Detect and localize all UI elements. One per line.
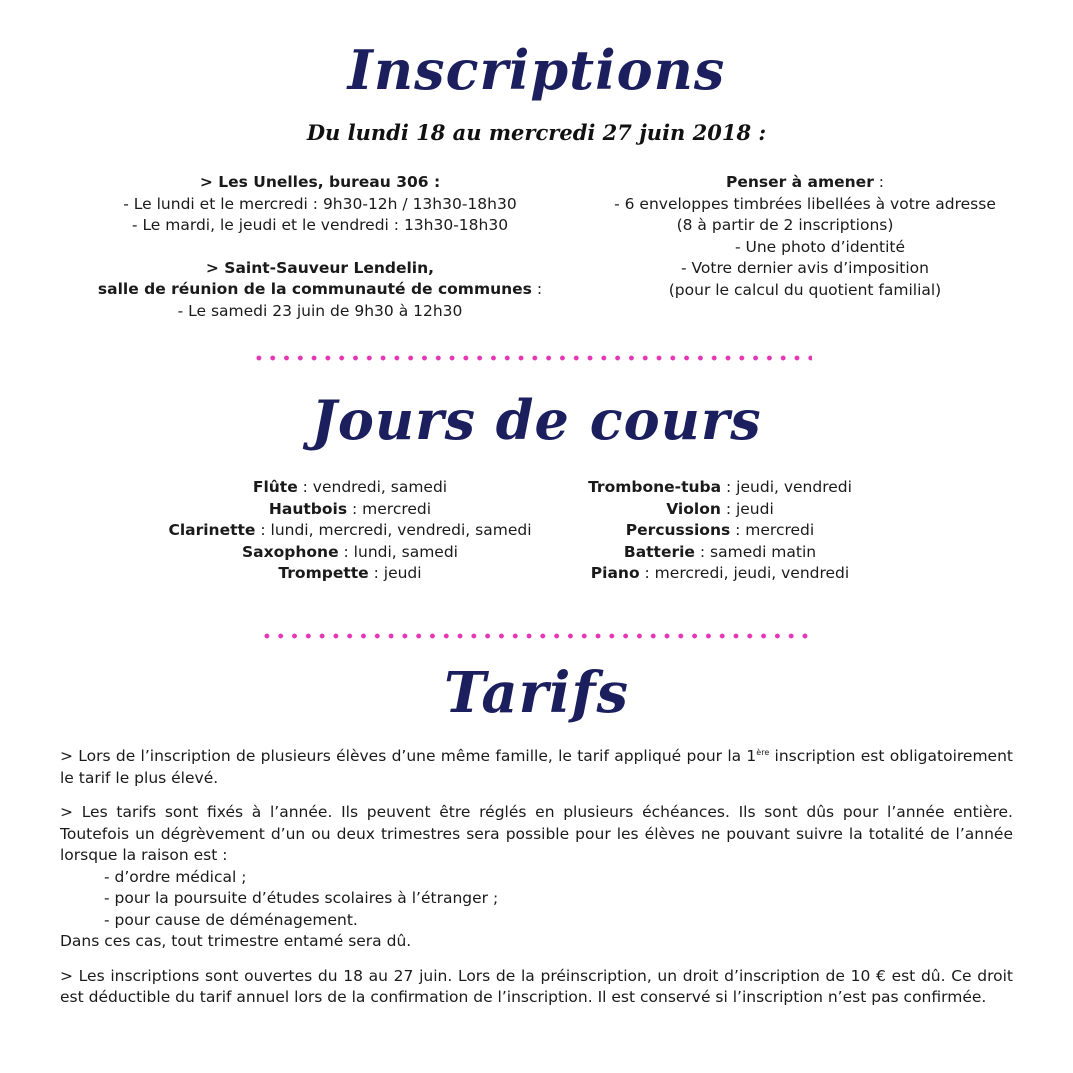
instrument-row	[570, 542, 870, 564]
instrument-name: Trompette	[278, 564, 369, 582]
dotted-divider-2	[260, 633, 815, 639]
inscriptions-places	[40, 172, 600, 322]
tarifs-p2-text: > Les tarifs sont fixés à l’année. Ils peuvent être réglés en plusieurs échéances. Ils sont dûs pour l’année entière. Toutefois un dégrèvement d’un ou deux trimestres sera possible pour les élèves ne pouvant suivre la totalité de l’année lorsque la raison est :	[60, 803, 1013, 864]
instrument-row	[570, 477, 870, 499]
tarifs-p1-sup: ère	[756, 747, 770, 757]
tarifs-paragraph-3: > Les inscriptions sont ouvertes du 18 au 27 juin. Lors de la préinscription, un droit d’inscription de 10 € est dû. Ce droit est déductible du tarif annuel lors de la confirmation de l’inscription. Il est conservé si l’inscription n’est pas confirmée.	[60, 966, 1013, 1006]
instrument-row	[150, 499, 550, 521]
place2-subtitle-line	[40, 279, 600, 301]
instrument-name: Piano	[590, 564, 640, 582]
place2-subtitle: salle de réunion de la communauté de communes	[97, 280, 532, 298]
instrument-row	[570, 499, 870, 521]
bring-item-3: - Votre dernier avis d’imposition	[681, 259, 929, 277]
bring-item-1-note: (8 à partir de 2 inscriptions)	[676, 216, 894, 234]
inscriptions-dates: Du lundi 18 au mercredi 27 juin 2018 :	[306, 120, 767, 145]
instrument-days: : jeudi	[720, 499, 774, 518]
instrument-days: : mercredi	[347, 499, 432, 518]
place2-title: > Saint-Sauveur Lendelin,	[205, 258, 435, 277]
instrument-name: Flûte	[252, 478, 298, 496]
instrument-row	[150, 563, 550, 585]
instrument-row	[150, 520, 550, 542]
instrument-row	[150, 542, 550, 564]
instrument-name: Clarinette	[168, 521, 256, 539]
instrument-name: Percussions	[625, 521, 731, 539]
instrument-days: : jeudi	[368, 564, 422, 582]
tarifs-body	[60, 746, 1013, 1022]
instrument-days: : lundi, samedi	[338, 542, 458, 561]
bring-title-suffix: :	[873, 173, 884, 191]
dotted-divider-1	[252, 355, 812, 361]
bring-item-1: - 6 enveloppes timbrées libellées à votre adresse	[614, 194, 996, 213]
place1-hours-2: - Le mardi, le jeudi et le vendredi : 13h30-18h30	[131, 216, 509, 234]
instrument-name: Violon	[666, 499, 721, 518]
instrument-days: : mercredi, jeudi, vendredi	[639, 564, 850, 582]
instrument-name: Batterie	[623, 542, 695, 561]
instrument-days: : vendredi, samedi	[297, 478, 448, 496]
instrument-name: Hautbois	[268, 499, 348, 518]
instruments-left	[150, 477, 550, 585]
tarifs-p1-end: inscription est obligatoirement le tarif le plus élevé.	[60, 747, 1013, 787]
instrument-row	[570, 520, 870, 542]
instrument-days: : mercredi	[730, 521, 815, 539]
instruments-right	[570, 477, 870, 585]
cours-title: Jours de cours	[311, 388, 762, 452]
bring-item-3-note: (pour le calcul du quotient familial)	[668, 280, 942, 299]
instrument-row	[570, 563, 870, 585]
bring-title-line	[560, 172, 1050, 194]
instrument-name: Trombone-tuba	[588, 478, 722, 496]
tarifs-reason: - d’ordre médical ;	[104, 867, 247, 886]
place1-hours-1: - Le lundi et le mercredi : 9h30-12h / 13h30-18h30	[123, 194, 517, 213]
tarifs-paragraph-2	[60, 802, 1013, 953]
tarifs-reason: - pour cause de déménagement.	[104, 910, 358, 929]
instrument-row	[150, 477, 550, 499]
instrument-days: : jeudi, vendredi	[721, 478, 852, 496]
items-to-bring	[560, 172, 1050, 301]
bring-item-2: - Une photo d’identité	[734, 237, 906, 256]
instrument-days: : samedi matin	[694, 542, 817, 561]
bring-title: Penser à amener	[725, 173, 874, 191]
tarifs-title: Tarifs	[444, 660, 629, 726]
place1-title: > Les Unelles, bureau 306 :	[199, 173, 441, 191]
place2-subtitle-suffix: :	[531, 280, 543, 298]
tarifs-reason: - pour la poursuite d’études scolaires à l’étranger ;	[104, 889, 499, 907]
tarifs-paragraph-1	[60, 746, 1013, 789]
inscriptions-title: Inscriptions	[347, 38, 726, 102]
place2-hours: - Le samedi 23 juin de 9h30 à 12h30	[177, 301, 463, 320]
tarifs-p2-end: Dans ces cas, tout trimestre entamé sera dû.	[60, 932, 412, 950]
instrument-days: : lundi, mercredi, vendredi, samedi	[255, 521, 532, 539]
instrument-name: Saxophone	[242, 542, 339, 561]
tarifs-p1-start: > Lors de l’inscription de plusieurs élèves d’une même famille, le tarif appliqué pour la 1	[60, 747, 757, 765]
